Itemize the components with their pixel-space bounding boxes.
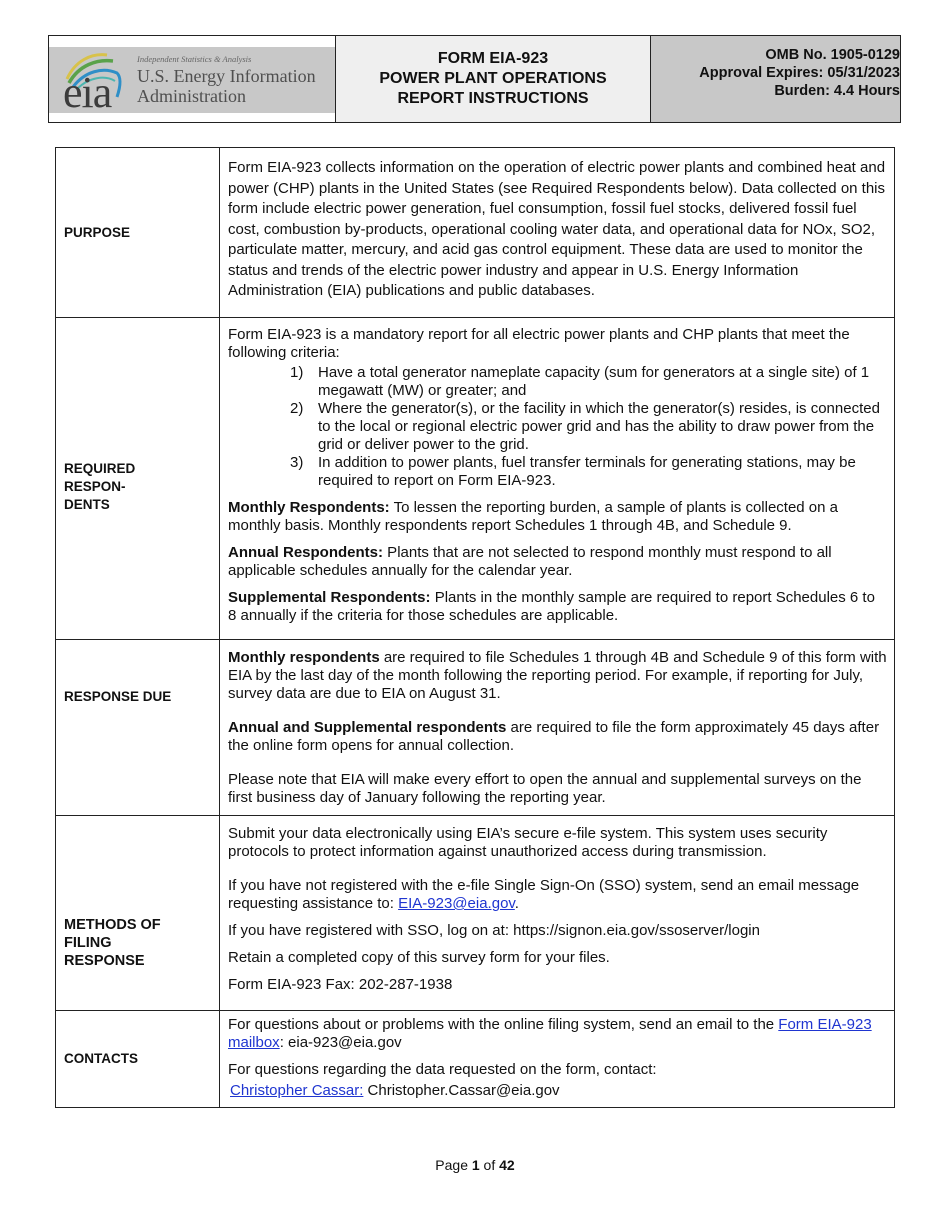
label-line: REQUIRED	[64, 461, 136, 476]
current-page: 1	[471, 1157, 480, 1173]
label-required-respondents	[56, 318, 220, 640]
eia-logo-cell	[49, 36, 336, 122]
contacts-data-questions: For questions regarding the data requested on the form, contact:	[228, 1061, 657, 1078]
response-due-annual	[228, 719, 887, 755]
logo-org-line-2: Administration	[137, 86, 246, 106]
label-line: DENTS	[64, 497, 110, 512]
label-purpose: PURPOSE	[56, 148, 220, 318]
logo-org-line-1: U.S. Energy Information	[137, 66, 316, 86]
sso-register-end: .	[514, 895, 519, 912]
criteria-number: 3)	[290, 454, 304, 471]
criteria-text: Have a total generator nameplate capacity (sum for generators at a single site) of 1 megawatt (MW) or greater; and	[318, 364, 870, 399]
annual-respondents	[228, 544, 887, 580]
criteria-item	[290, 454, 887, 490]
page-footer	[0, 1157, 950, 1173]
supplemental-respondents-text: Plants in the monthly sample are required to report Schedules 6 to 8 annually if the criteria for those schedules are applicable.	[228, 589, 875, 624]
form-mailbox-link[interactable]: Form EIA-923 mailbox	[228, 1016, 872, 1051]
page-of: of	[479, 1157, 500, 1173]
annual-respondents-heading: Annual Respondents:	[228, 544, 384, 561]
eia-logo-mark	[49, 47, 129, 117]
contacts-filing-system	[228, 1016, 887, 1052]
contacts-filing-text: For questions about or problems with the online filing system, send an email to the	[228, 1016, 779, 1033]
omb-number: OMB No. 1905-0129	[765, 47, 900, 63]
response-due-monthly	[228, 649, 887, 703]
omb-info	[651, 36, 900, 122]
monthly-respondents	[228, 499, 887, 535]
label-line: RESPONSE	[64, 953, 145, 969]
row-response-due	[56, 640, 895, 816]
contacts-mailbox-email: : eia-923@eia.gov	[279, 1034, 402, 1051]
row-contacts	[56, 1011, 895, 1108]
criteria-number: 1)	[290, 364, 304, 381]
methods-efile-text: Submit your data electronically using EIA’s secure e-file system. This system uses security protocols to protect information against unauthorized access during transmission.	[228, 825, 828, 860]
eia-logo-text	[137, 54, 316, 106]
page-label: Page	[435, 1157, 472, 1173]
form-title-line-3: REPORT INSTRUCTIONS	[397, 90, 589, 107]
form-title	[336, 36, 651, 122]
response-due-note: Please note that EIA will make every effort to open the annual and supplemental surveys on the first business day of January following the reporting year.	[228, 771, 862, 806]
row-methods-of-filing	[56, 816, 895, 1011]
label-methods-of-filing	[56, 816, 220, 1011]
christopher-cassar-email: Christopher.Cassar@eia.gov	[363, 1082, 560, 1099]
content-methods-of-filing	[220, 816, 895, 1011]
content-required-respondents	[220, 318, 895, 640]
response-due-annual-heading: Annual and Supplemental respondents	[228, 719, 507, 736]
content-contacts	[220, 1011, 895, 1108]
methods-sso-login: If you have registered with SSO, log on at: https://signon.eia.gov/ssoserver/login	[228, 922, 760, 939]
eia-logo-letters: eia	[63, 68, 112, 117]
christopher-cassar-link[interactable]: Christopher Cassar:	[230, 1082, 364, 1099]
row-required-respondents	[56, 318, 895, 640]
supplemental-respondents	[228, 589, 887, 625]
label-line: METHODS OF	[64, 917, 161, 933]
content-response-due	[220, 640, 895, 816]
criteria-item	[290, 364, 887, 400]
content-purpose	[220, 148, 895, 318]
annual-respondents-text: Plants that are not selected to respond monthly must respond to all applicable schedules annually for the calendar year.	[228, 544, 832, 579]
logo-tagline: Independent Statistics & Analysis	[137, 54, 252, 64]
response-due-monthly-text: are required to file Schedules 1 through 4B and Schedule 9 of this form with EIA by the last day of the month following the reporting period. For example, if reporting for July, survey data are due to EIA on August 31.	[228, 649, 887, 702]
response-due-annual-text: are required to file the form approximately 45 days after the online form opens for annual collection.	[228, 719, 880, 754]
response-due-monthly-heading: Monthly respondents	[228, 649, 380, 666]
supplemental-respondents-heading: Supplemental Respondents:	[228, 589, 431, 606]
form-title-line-2: POWER PLANT OPERATIONS	[379, 70, 607, 87]
row-purpose	[56, 148, 895, 318]
total-pages: 42	[499, 1157, 515, 1173]
methods-retain-copy: Retain a completed copy of this survey form for your files.	[228, 949, 610, 966]
required-intro: Form EIA-923 is a mandatory report for all electric power plants and CHP plants that meet the following criteria:	[228, 326, 850, 361]
criteria-text: Where the generator(s), or the facility in which the generator(s) resides, is connected to the local or regional electric power grid and has the ability to draw power from the grid or deliver power to the grid.	[318, 400, 880, 453]
instructions-table	[55, 147, 895, 1108]
methods-sso-register	[228, 877, 887, 913]
criteria-item	[290, 400, 887, 454]
approval-expires: Approval Expires: 05/31/2023	[699, 65, 900, 81]
contacts-person	[228, 1082, 887, 1100]
criteria-list	[228, 364, 887, 490]
label-contacts: CONTACTS	[56, 1011, 220, 1108]
monthly-respondents-heading: Monthly Respondents:	[228, 499, 390, 516]
criteria-text: In addition to power plants, fuel transfer terminals for generating stations, may be required to report on Form EIA-923.	[318, 454, 856, 489]
methods-fax: Form EIA-923 Fax: 202-287-1938	[228, 976, 453, 993]
label-line: RESPON-	[64, 479, 126, 494]
purpose-text: Form EIA-923 collects information on the operation of electric power plants and combined heat and power (CHP) plants in the United States (see Required Respondents below). Data collected on this form include electric power generation, fuel consumption, fossil fuel stocks, delivered fossil fuel cost, combustion by-products, operational cooling water data, and operational data for NOx, SO2, particulate matter, mercury, and acid gas control equipment. These data are used to monitor the status and trends of the electric power industry and appear in U.S. Energy Information Administration (EIA) publications and public databases.	[228, 159, 886, 299]
eia923-email-link[interactable]: EIA-923@eia.gov	[398, 895, 515, 912]
monthly-respondents-text: To lessen the reporting burden, a sample of plants is collected on a monthly basis. Monthly respondents report Schedules 1 through 4B, and Schedule 9.	[228, 499, 839, 534]
criteria-number: 2)	[290, 400, 304, 417]
label-line: FILING	[64, 935, 112, 951]
sso-register-text: If you have not registered with the e-file Single Sign-On (SSO) system, send an email message requesting assistance to:	[228, 877, 860, 912]
burden-hours: Burden: 4.4 Hours	[774, 83, 900, 99]
form-header	[48, 35, 901, 123]
form-title-line-1: FORM EIA-923	[437, 50, 549, 67]
label-response-due: RESPONSE DUE	[56, 640, 220, 816]
eia-logo	[49, 47, 335, 117]
